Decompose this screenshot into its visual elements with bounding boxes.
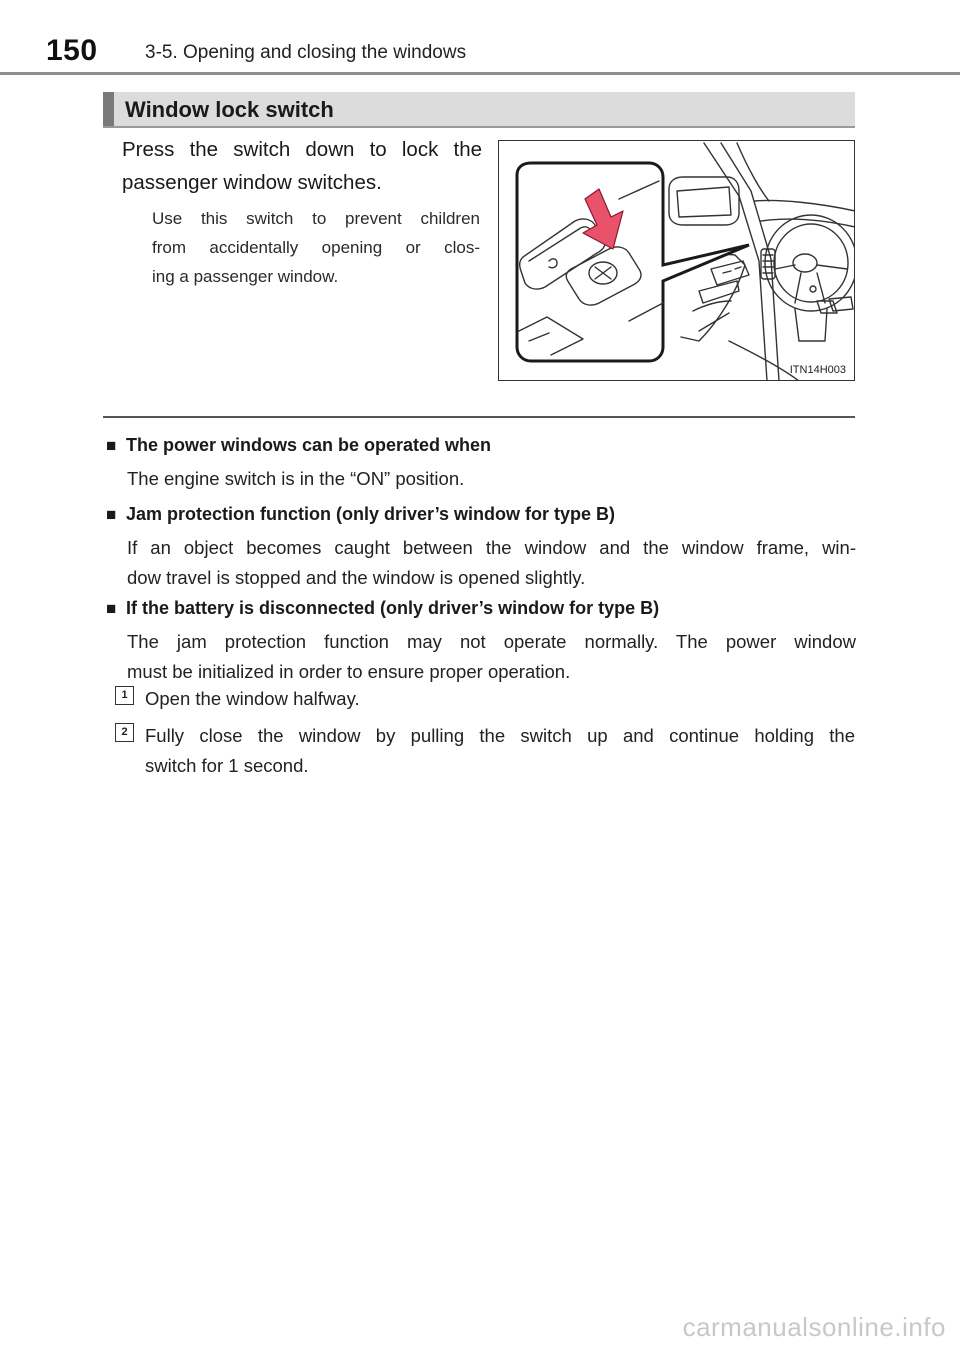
note-body — [127, 533, 856, 593]
step-text — [145, 684, 855, 714]
note-body — [127, 627, 856, 687]
lead-paragraph — [122, 133, 482, 199]
square-bullet-icon: ■ — [106, 505, 117, 524]
note-body — [127, 464, 856, 494]
chapter-title: 3-5. Opening and closing the windows — [145, 42, 467, 63]
sub-line: from accidentally opening or clos- — [152, 238, 480, 257]
step-number: 2 — [115, 723, 134, 742]
note-battery — [106, 596, 856, 687]
note-line: dow travel is stopped and the window is opened slightly. — [127, 567, 586, 588]
step-text — [145, 721, 855, 781]
section-heading-bar — [103, 92, 855, 128]
note-line: The engine switch is in the “ON” position. — [127, 468, 465, 489]
step-item — [115, 684, 855, 714]
note-heading-text: If the battery is disconnected (only driver’s window for type B) — [126, 598, 660, 618]
note-line: must be initialized in order to ensure proper operation. — [127, 661, 571, 682]
car-interior-drawing — [499, 141, 855, 381]
note-jam-protection — [106, 502, 856, 593]
step-line: switch for 1 second. — [145, 755, 309, 776]
lead-line: Press the switch down to lock the — [122, 138, 482, 161]
note-line: If an object becomes caught between the window and the window frame, win- — [127, 537, 856, 558]
note-line: The jam protection function may not operate normally. The power window — [127, 631, 856, 652]
step-item — [115, 721, 855, 781]
page-number: 150 — [46, 34, 98, 67]
note-heading-text: The power windows can be operated when — [126, 435, 492, 455]
sub-line: Use this switch to prevent children — [152, 209, 480, 228]
sub-paragraph — [152, 204, 480, 291]
step-line: Fully close the window by pulling the switch up and continue holding the — [145, 725, 855, 746]
section-accent — [103, 92, 114, 126]
step-number: 1 — [115, 686, 134, 705]
note-operation — [106, 433, 856, 494]
watermark: carmanualsonline.info — [682, 1312, 946, 1342]
note-heading-text: Jam protection function (only driver’s window for type B) — [126, 504, 616, 524]
square-bullet-icon: ■ — [106, 436, 117, 455]
figure-code: ITN14H003 — [789, 364, 846, 376]
note-heading — [106, 596, 856, 621]
section-divider — [103, 416, 855, 418]
section-heading: Window lock switch — [125, 97, 334, 122]
square-bullet-icon: ■ — [106, 599, 117, 618]
sub-line: ing a passenger window. — [152, 267, 339, 286]
step-line: Open the window halfway. — [145, 688, 360, 709]
header-rule — [0, 72, 960, 75]
note-heading — [106, 502, 856, 527]
note-heading — [106, 433, 856, 458]
lead-line: passenger window switches. — [122, 171, 382, 194]
window-lock-illustration — [498, 140, 855, 381]
